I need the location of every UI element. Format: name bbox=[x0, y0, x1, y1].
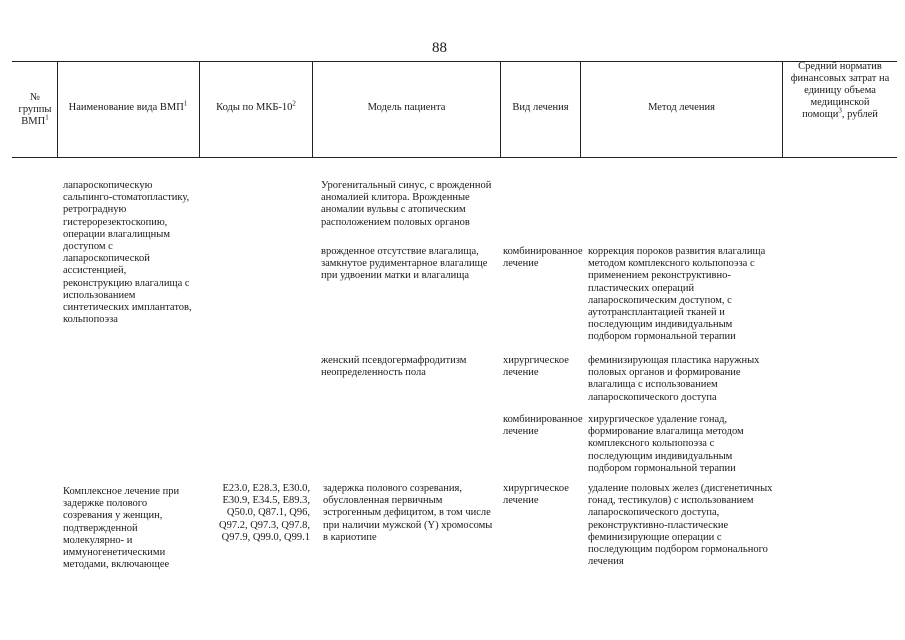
row1-patient-model-b: врожденное отсутствие влагалища, замкнутое рудиментарное влагалище при удвоении матки и влагалища bbox=[321, 246, 488, 282]
page-number: 88 bbox=[432, 40, 447, 56]
header-cost-norm: Средний норматив финансовых затрат на единицу объема медицинской помощи$^3$, рублей bbox=[790, 61, 890, 120]
header-patient-model: Модель пациента bbox=[367, 102, 446, 113]
row4-patient-model: задержка полового созревания, обусловленная первичным эстрогенным дефицитом, в том числе при наличии мужской (Y) хромосомы в кариотипе bbox=[323, 483, 493, 543]
header-group-number: № группы ВМП$^1$ bbox=[18, 92, 52, 127]
header-icd-codes: Коды по МКБ-$10^2$ bbox=[216, 99, 296, 113]
table-top-border bbox=[12, 61, 897, 62]
header-bottom-border bbox=[12, 157, 897, 158]
row1-vmp-name: лапароскопическую сальпинго-стоматопластику, ретроградную гистерорезектоскопию, операции влагалищным доступом с лапароскопической ассистенцией, реконструкцию влагалища с использованием синтетических имплантатов, кольпопоэза bbox=[63, 180, 192, 326]
row4-treatment-method: удаление половых желез (дисгенетичных гонад, тестикулов) с использованием лапароскопического доступа, реконструктивно-пластические феминизирующие операции с последующим подбором гормонального лечения bbox=[588, 483, 773, 568]
row1-treatment-type: комбинированное лечение bbox=[503, 246, 583, 270]
row3-treatment-type: комбинированное лечение bbox=[503, 414, 583, 438]
header-treatment-method: Метод лечения bbox=[648, 102, 715, 113]
row3-treatment-method: хирургическое удаление гонад, формирование влагалища методом комплексного кольпопоэза с последующим индивидуальным подбором гормональной терапии bbox=[588, 414, 744, 474]
row4-vmp-name: Комплексное лечение при задержке полового созревания у женщин, подтвержденной молекулярно- и иммуногенетическими методами, включающее bbox=[63, 486, 180, 571]
row4-treatment-type: хирургическое лечение bbox=[503, 483, 569, 507]
header-treatment-type: Вид лечения bbox=[512, 102, 569, 113]
row2-treatment-type: хирургическое лечение bbox=[503, 355, 569, 379]
header-vmp-name: Наименование вида ВМП$^1$ bbox=[68, 99, 188, 113]
row2-patient-model: женский псевдогермафродитизм неопределенность пола bbox=[321, 355, 467, 379]
row4-icd-codes: E23.0, E28.3, E30.0, E30.9, E34.5, E89.3, Q50.0, Q87.1, Q96, Q97.2, Q97.3, Q97.8, Q97.9, Q99.0, Q99.1 bbox=[219, 483, 310, 543]
row1-patient-model-a: Урогенитальный синус, с врожденной аномалией клитора. Врожденные аномалии вульвы с атопическим расположением половых органов bbox=[321, 180, 492, 228]
row1-treatment-method: коррекция пороков развития влагалища методом комплексного кольпопоэза с применением реконструктивно-пластических операций лапароскопическим доступом, с аутотрансплантацией тканей и последующим индивидуальным подбором гормональной терапии bbox=[588, 246, 766, 343]
header-divider bbox=[782, 61, 783, 158]
row2-treatment-method: феминизирующая пластика наружных половых органов и формирование влагалища с использованием лапароскопического доступа bbox=[588, 355, 760, 403]
